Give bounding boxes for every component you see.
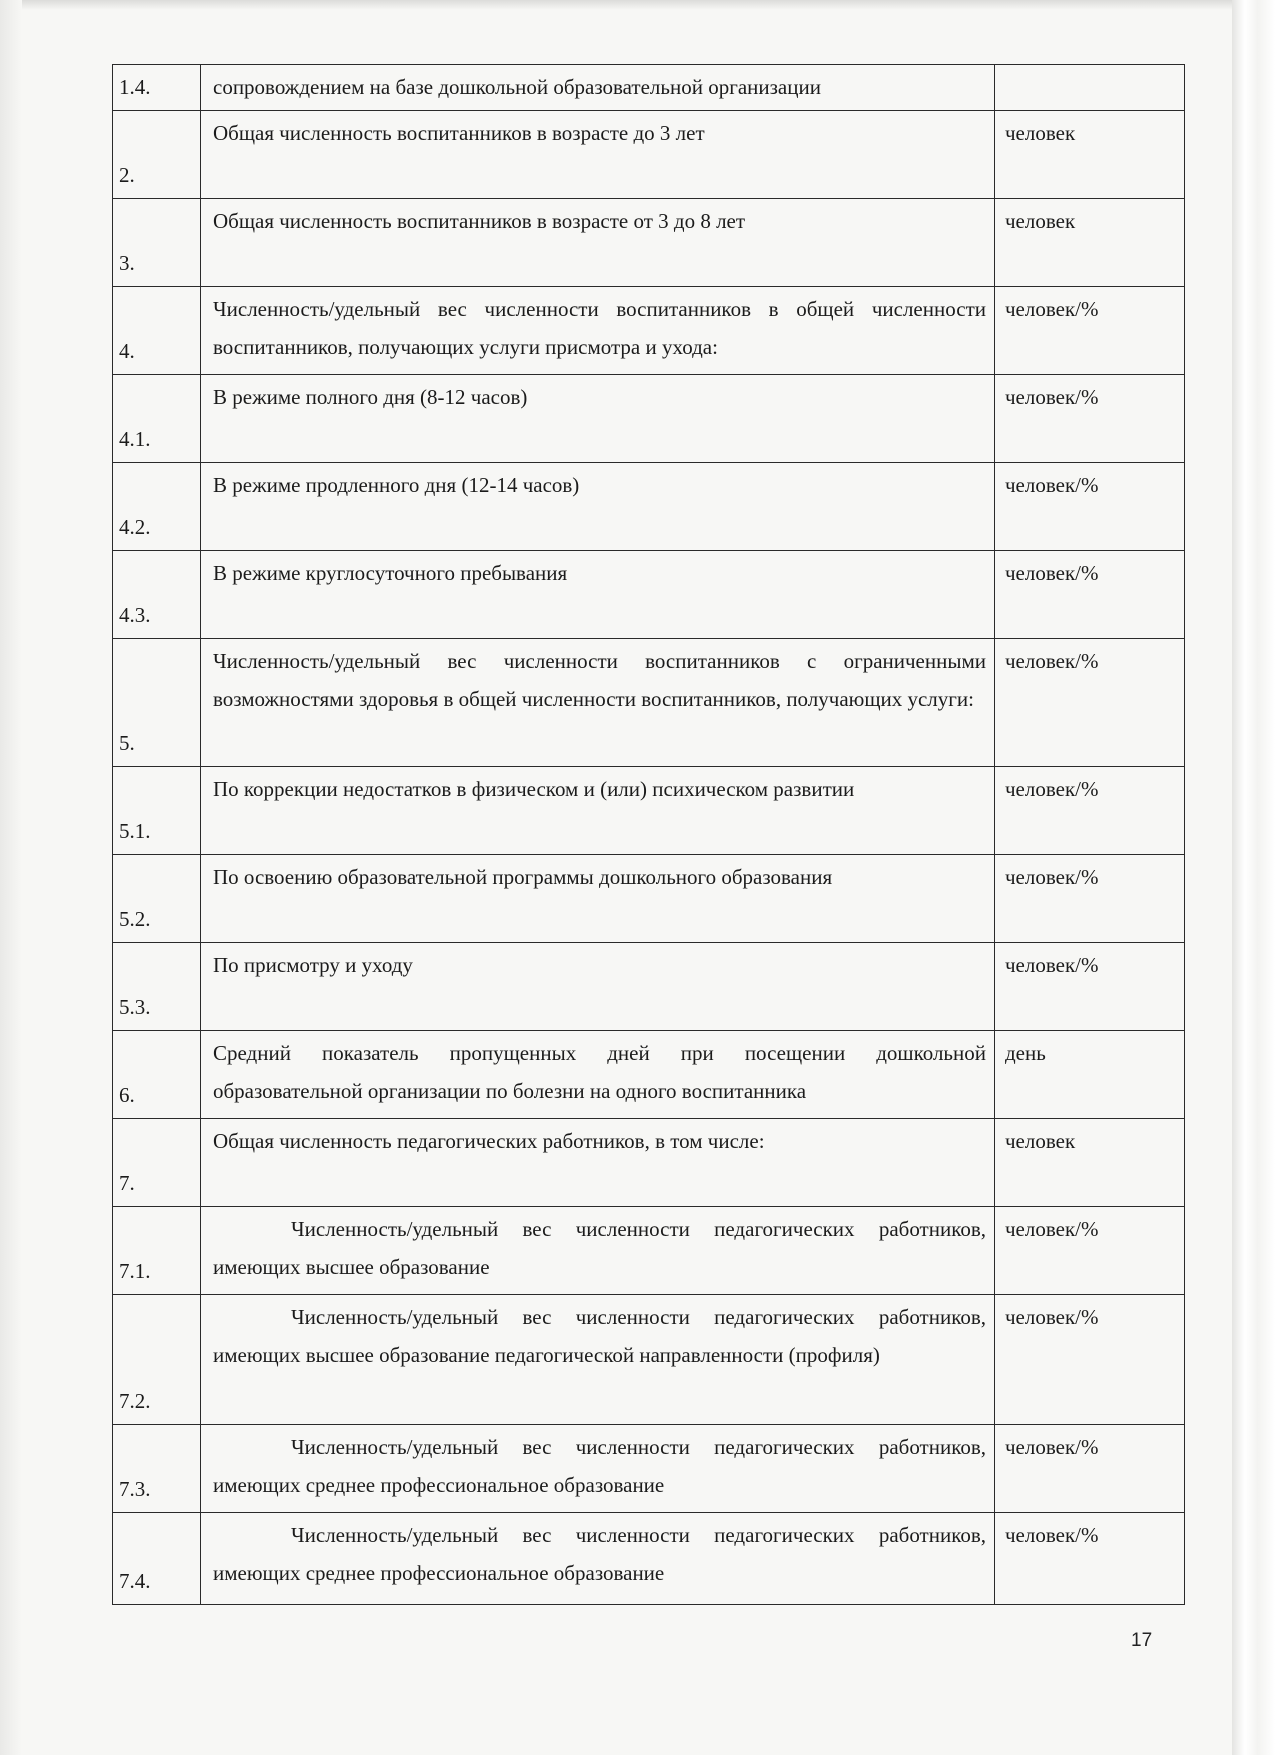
row-unit: человек/% [995,551,1185,639]
row-unit: человек [995,199,1185,287]
scan-edge-top [0,0,1240,10]
row-unit: человек/% [995,287,1185,375]
row-number: 4. [113,287,201,375]
row-number: 7.1. [113,1207,201,1295]
row-unit: человек/% [995,639,1185,767]
row-number: 5.3. [113,943,201,1031]
table-row [113,1513,1185,1605]
row-indicator-text: Численность/удельный вес численности педагогических работников, имеющих высшее образование педагогической направленности (профиля) [201,1295,995,1425]
row-number: 5. [113,639,201,767]
table-row [113,1031,1185,1119]
row-indicator-text: По коррекции недостатков в физическом и (или) психическом развитии [201,767,995,855]
row-indicator-text: Численность/удельный вес численности воспитанников в общей численности воспитанников, получающих услуги присмотра и ухода: [201,287,995,375]
table-row [113,287,1185,375]
row-unit: человек/% [995,1513,1185,1605]
table-row [113,375,1185,463]
table-row [113,639,1185,767]
row-unit [995,65,1185,111]
row-indicator-text: В режиме круглосуточного пребывания [201,551,995,639]
row-indicator-text: сопровождением на базе дошкольной образовательной организации [201,65,995,111]
row-number: 4.2. [113,463,201,551]
row-indicator-text: По освоению образовательной программы дошкольного образования [201,855,995,943]
indicators-table [112,64,1185,1605]
table-row [113,1295,1185,1425]
table-row [113,199,1185,287]
row-unit: человек/% [995,1207,1185,1295]
row-number: 7. [113,1119,201,1207]
row-unit: человек/% [995,855,1185,943]
table-row [113,65,1185,111]
row-indicator-text: В режиме полного дня (8-12 часов) [201,375,995,463]
row-indicator-text: Общая численность воспитанников в возрасте до 3 лет [201,111,995,199]
row-indicator-text: Численность/удельный вес численности педагогических работников, имеющих среднее профессиональное образование [201,1513,995,1605]
row-indicator-text: По присмотру и уходу [201,943,995,1031]
row-number: 7.4. [113,1513,201,1605]
row-number: 3. [113,199,201,287]
row-indicator-text: В режиме продленного дня (12-14 часов) [201,463,995,551]
row-number: 1.4. [113,65,201,111]
page-number: 17 [1131,1630,1153,1651]
row-number: 4.1. [113,375,201,463]
row-indicator-text: Численность/удельный вес численности воспитанников с ограниченными возможностями здоровья в общей численности воспитанников, получающих услуги: [201,639,995,767]
row-unit: человек/% [995,463,1185,551]
scan-edge-left [0,0,22,1755]
table-row [113,463,1185,551]
table-row [113,1425,1185,1513]
row-indicator-text: Численность/удельный вес численности педагогических работников, имеющих среднее профессиональное образование [201,1425,995,1513]
row-number: 4.3. [113,551,201,639]
row-unit: человек/% [995,943,1185,1031]
row-unit: человек [995,111,1185,199]
table-row [113,1119,1185,1207]
table-row [113,1207,1185,1295]
row-indicator-text: Средний показатель пропущенных дней при посещении дошкольной образовательной организации по болезни на одного воспитанника [201,1031,995,1119]
row-indicator-text: Общая численность воспитанников в возрасте от 3 до 8 лет [201,199,995,287]
row-number: 7.2. [113,1295,201,1425]
table-row [113,855,1185,943]
row-unit: человек/% [995,375,1185,463]
row-indicator-text: Общая численность педагогических работников, в том числе: [201,1119,995,1207]
row-number: 6. [113,1031,201,1119]
row-indicator-text: Численность/удельный вес численности педагогических работников, имеющих высшее образование [201,1207,995,1295]
row-number: 5.1. [113,767,201,855]
table-row [113,767,1185,855]
table-row [113,943,1185,1031]
row-unit: человек/% [995,1295,1185,1425]
row-number: 7.3. [113,1425,201,1513]
table-row [113,551,1185,639]
stacked-pages-edge [1232,0,1275,1755]
row-unit: человек/% [995,1425,1185,1513]
row-unit: человек/% [995,767,1185,855]
row-unit: день [995,1031,1185,1119]
row-unit: человек [995,1119,1185,1207]
row-number: 5.2. [113,855,201,943]
table-row [113,111,1185,199]
row-number: 2. [113,111,201,199]
